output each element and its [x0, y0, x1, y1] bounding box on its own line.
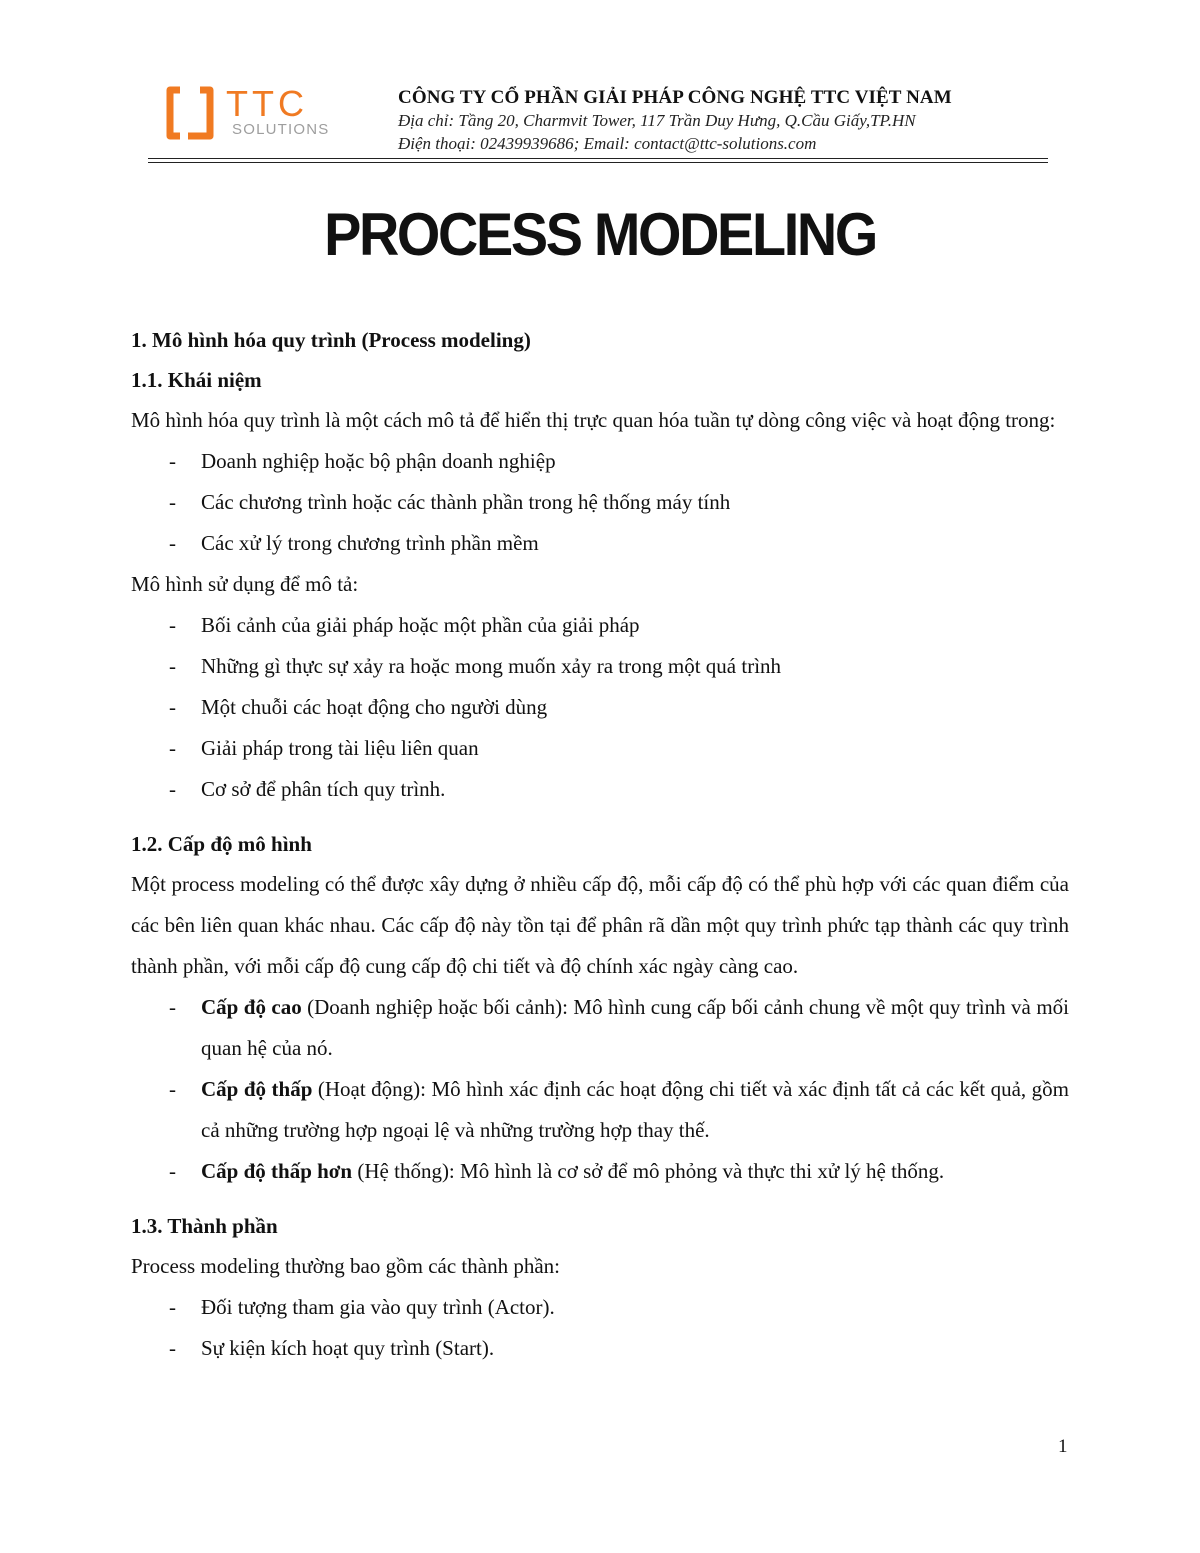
- company-contact: Điện thoại: 02439939686; Email: contact@ttc-solutions.com: [398, 134, 817, 153]
- logo-subtitle: SOLUTIONS: [232, 121, 330, 138]
- document-title: PROCESS MODELING: [324, 201, 876, 268]
- section-heading-1-2: 1.2. Cấp độ mô hình: [131, 832, 312, 856]
- section-heading-1: 1. Mô hình hóa quy trình (Process modeling): [131, 328, 531, 352]
- section-heading-1-3: 1.3. Thành phần: [131, 1214, 278, 1238]
- list-item: - Cơ sở để phân tích quy trình.: [169, 777, 446, 801]
- list-concept: [131, 441, 1069, 564]
- company-info: [398, 86, 1058, 155]
- list-item: - Đối tượng tham gia vào quy trình (Actor).: [169, 1295, 555, 1319]
- list-item: - Các chương trình hoặc các thành phần trong hệ thống máy tính: [169, 490, 731, 514]
- page-number: 1: [1058, 1436, 1068, 1457]
- list-item: - Cấp độ thấp (Hoạt động): Mô hình xác định các hoạt động chi tiết và xác định tất cả các kết quả, gồm cả những trường hợp ngoại lệ và những trường hợp thay thế.: [169, 1077, 1069, 1142]
- list-item: - Bối cảnh của giải pháp hoặc một phần của giải pháp: [169, 613, 640, 637]
- list-item: - Giải pháp trong tài liệu liên quan: [169, 736, 479, 760]
- header-divider-thin: [148, 162, 1048, 163]
- document-body: [131, 320, 1069, 1369]
- list-levels: [131, 987, 1069, 1192]
- paragraph-concept: Mô hình hóa quy trình là một cách mô tả để hiển thị trực quan hóa tuần tự dòng công việc và hoạt động trong:: [131, 408, 1056, 432]
- company-address: Địa chỉ: Tầng 20, Charmvit Tower, 117 Trần Duy Hưng, Q.Cầu Giấy,TP.HN: [398, 111, 916, 130]
- list-item: - Sự kiện kích hoạt quy trình (Start).: [169, 1336, 495, 1360]
- paragraph-usage: Mô hình sử dụng để mô tả:: [131, 572, 359, 596]
- company-name: CÔNG TY CỔ PHẦN GIẢI PHÁP CÔNG NGHỆ TTC VIỆT NAM: [398, 87, 952, 108]
- paragraph-components: Process modeling thường bao gồm các thành phần:: [131, 1254, 560, 1278]
- list-item: - Những gì thực sự xảy ra hoặc mong muốn xảy ra trong một quá trình: [169, 654, 782, 678]
- company-logo: [166, 86, 346, 142]
- list-usage: [131, 605, 1069, 810]
- paragraph-levels: Một process modeling có thể được xây dựng ở nhiều cấp độ, mỗi cấp độ có thể phù hợp với các quan điểm của các bên liên quan khác nhau. Các cấp độ này tồn tại để phân rã dần một quy trình phức tạp thành các quy trình thành phần, với mỗi cấp độ cung cấp độ chi tiết và độ chính xác ngày càng cao.: [131, 872, 1069, 978]
- section-heading-1-1: 1.1. Khái niệm: [131, 368, 262, 392]
- list-item: - Các xử lý trong chương trình phần mềm: [169, 531, 539, 555]
- list-item: - Cấp độ thấp hơn (Hệ thống): Mô hình là cơ sở để mô phỏng và thực thi xử lý hệ thống.: [169, 1159, 945, 1183]
- logo-word: TTC: [226, 86, 308, 124]
- ttc-logo-icon: [166, 86, 346, 142]
- list-components: [131, 1287, 1069, 1369]
- header-divider: [148, 158, 1048, 159]
- list-item: - Cấp độ cao (Doanh nghiệp hoặc bối cảnh): Mô hình cung cấp bối cảnh chung về một quy trình và mối quan hệ của nó.: [169, 995, 1069, 1060]
- list-item: - Một chuỗi các hoạt động cho người dùng: [169, 695, 548, 719]
- list-item: - Doanh nghiệp hoặc bộ phận doanh nghiệp: [169, 449, 556, 473]
